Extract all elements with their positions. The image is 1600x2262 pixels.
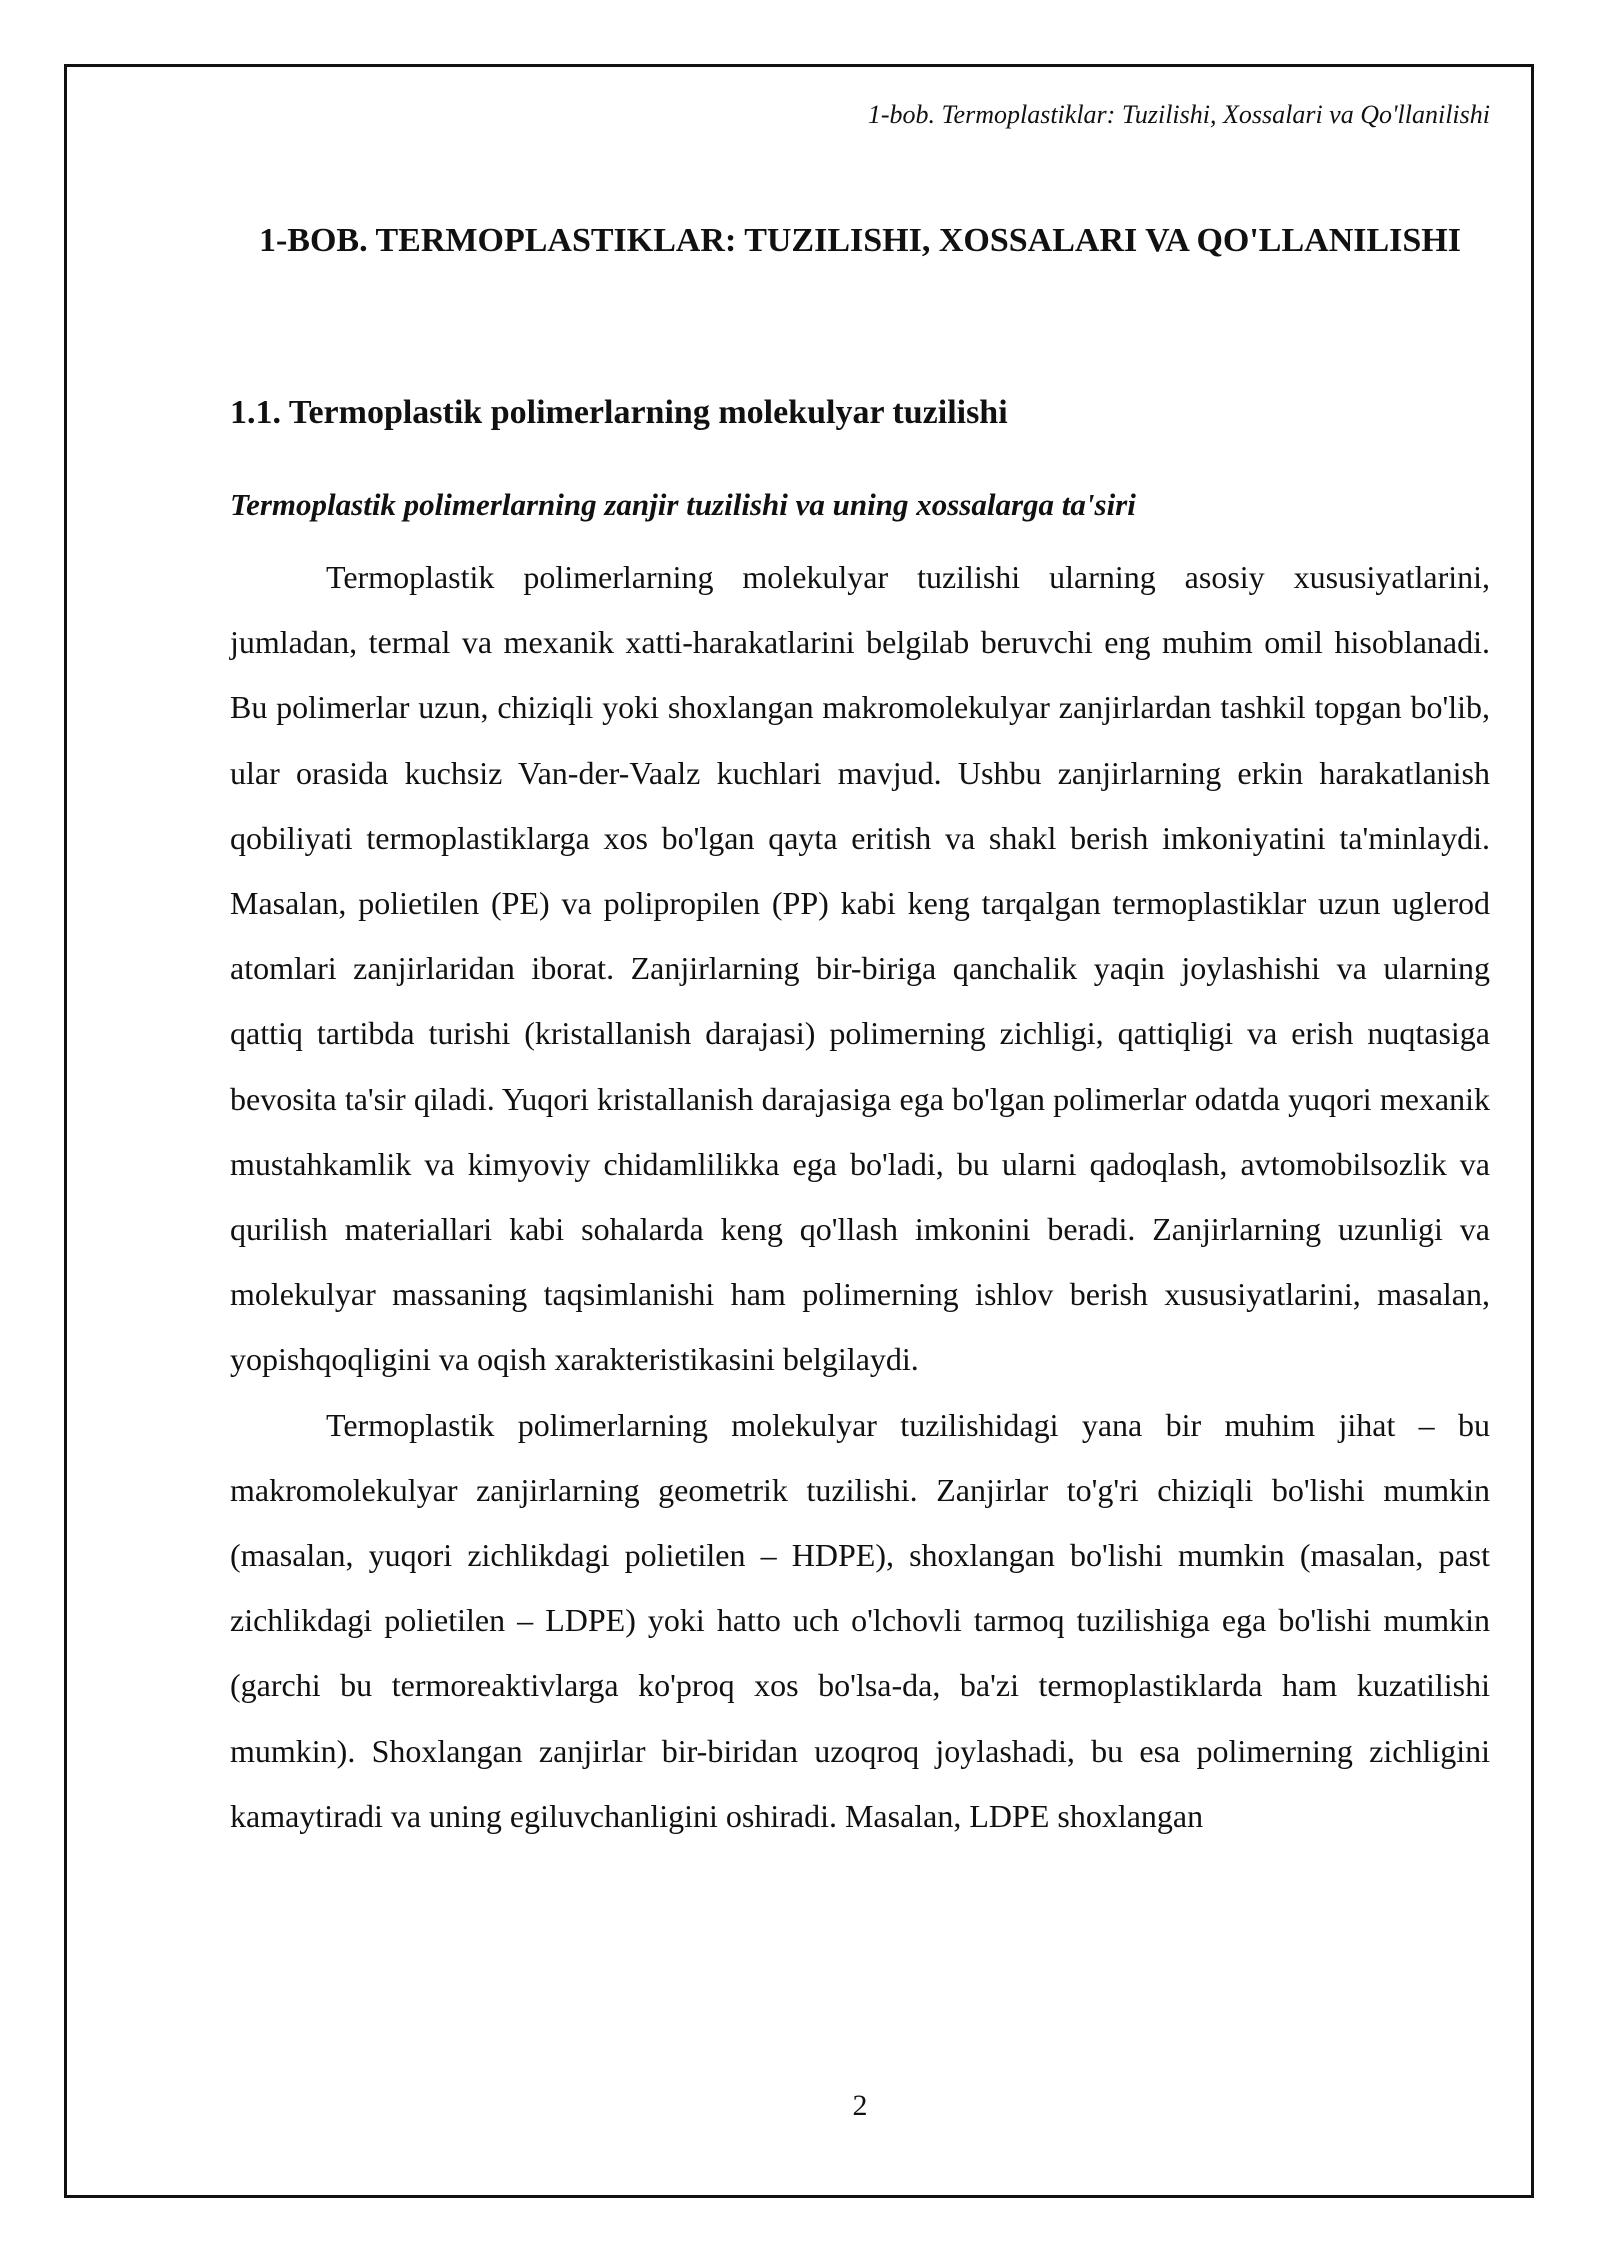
chapter-title: 1-BOB. TERMOPLASTIKLAR: TUZILISHI, XOSSALARI VA QO'LLANILISHI <box>258 222 1461 259</box>
paragraph-2: Termoplastik polimerlarning molekulyar tuzilishidagi yana bir muhim jihat – bu makromolekulyar zanjirlarning geometrik tuzilishi. Zanjirlar to'g'ri chiziqli bo'lishi mumkin (masalan, yuqori zichlikdagi polietilen – HDPE), shoxlangan bo'lishi mumkin (masalan, past zichlikdagi polietilen – LDPE) yoki hatto uch o'lchovli tarmoq tuzilishiga ega bo'lishi mumkin (garchi bu termoreaktivlarga ko'proq xos bo'lsa-da, ba'zi termoplastiklarda ham kuzatilishi mumkin). Shoxlangan zanjirlar bir-biridan uzoqroq joylashadi, bu esa polimerning zichligini kamaytiradi va uning egiluvchanligini oshiradi. Masalan, LDPE shoxlangan <box>230 1406 1490 1834</box>
section-heading: 1.1. Termoplastik polimerlarning molekulyar tuzilishi <box>230 394 1008 431</box>
subsection-heading: Termoplastik polimerlarning zanjir tuzilishi va uning xossalarga ta'siri <box>230 487 1136 522</box>
page-number: 2 <box>852 2089 868 2122</box>
body-text <box>230 545 1490 1849</box>
running-header: 1-bob. Termoplastiklar: Tuzilishi, Xossalari va Qo'llanilishi <box>867 100 1490 129</box>
paragraph-1: Termoplastik polimerlarning molekulyar tuzilishi ularning asosiy xususiyatlarini, jumladan, termal va mexanik xatti-harakatlarini belgilab beruvchi eng muhim omil hisoblanadi. Bu polimerlar uzun, chiziqli yoki shoxlangan makromolekulyar zanjirlardan tashkil topgan bo'lib, ular orasida kuchsiz Van-der-Vaalz kuchlari mavjud. Ushbu zanjirlarning erkin harakatlanish qobiliyati termoplastiklarga xos bo'lgan qayta eritish va shakl berish imkoniyatini ta'minlaydi. Masalan, polietilen (PE) va polipropilen (PP) kabi keng tarqalgan termoplastiklar uzun uglerod atomlari zanjirlaridan iborat. Zanjirlarning bir-biriga qanchalik yaqin joylashishi va ularning qattiq tartibda turishi (kristallanish darajasi) polimerning zichligi, qattiqligi va erish nuqtasiga bevosita ta'sir qiladi. Yuqori kristallanish darajasiga ega bo'lgan polimerlar odatda yuqori mexanik mustahkamlik va kimyoviy chidamlilikka ega bo'ladi, bu ularni qadoqlash, avtomobilsozlik va qurilish materiallari kabi sohalarda keng qo'llash imkonini beradi. Zanjirlarning uzunligi va molekulyar massaning taqsimlanishi ham polimerning ishlov berish xususiyatlarini, masalan, yopishqoqligini va oqish xarakteristikasini belgilaydi. <box>230 559 1490 1378</box>
